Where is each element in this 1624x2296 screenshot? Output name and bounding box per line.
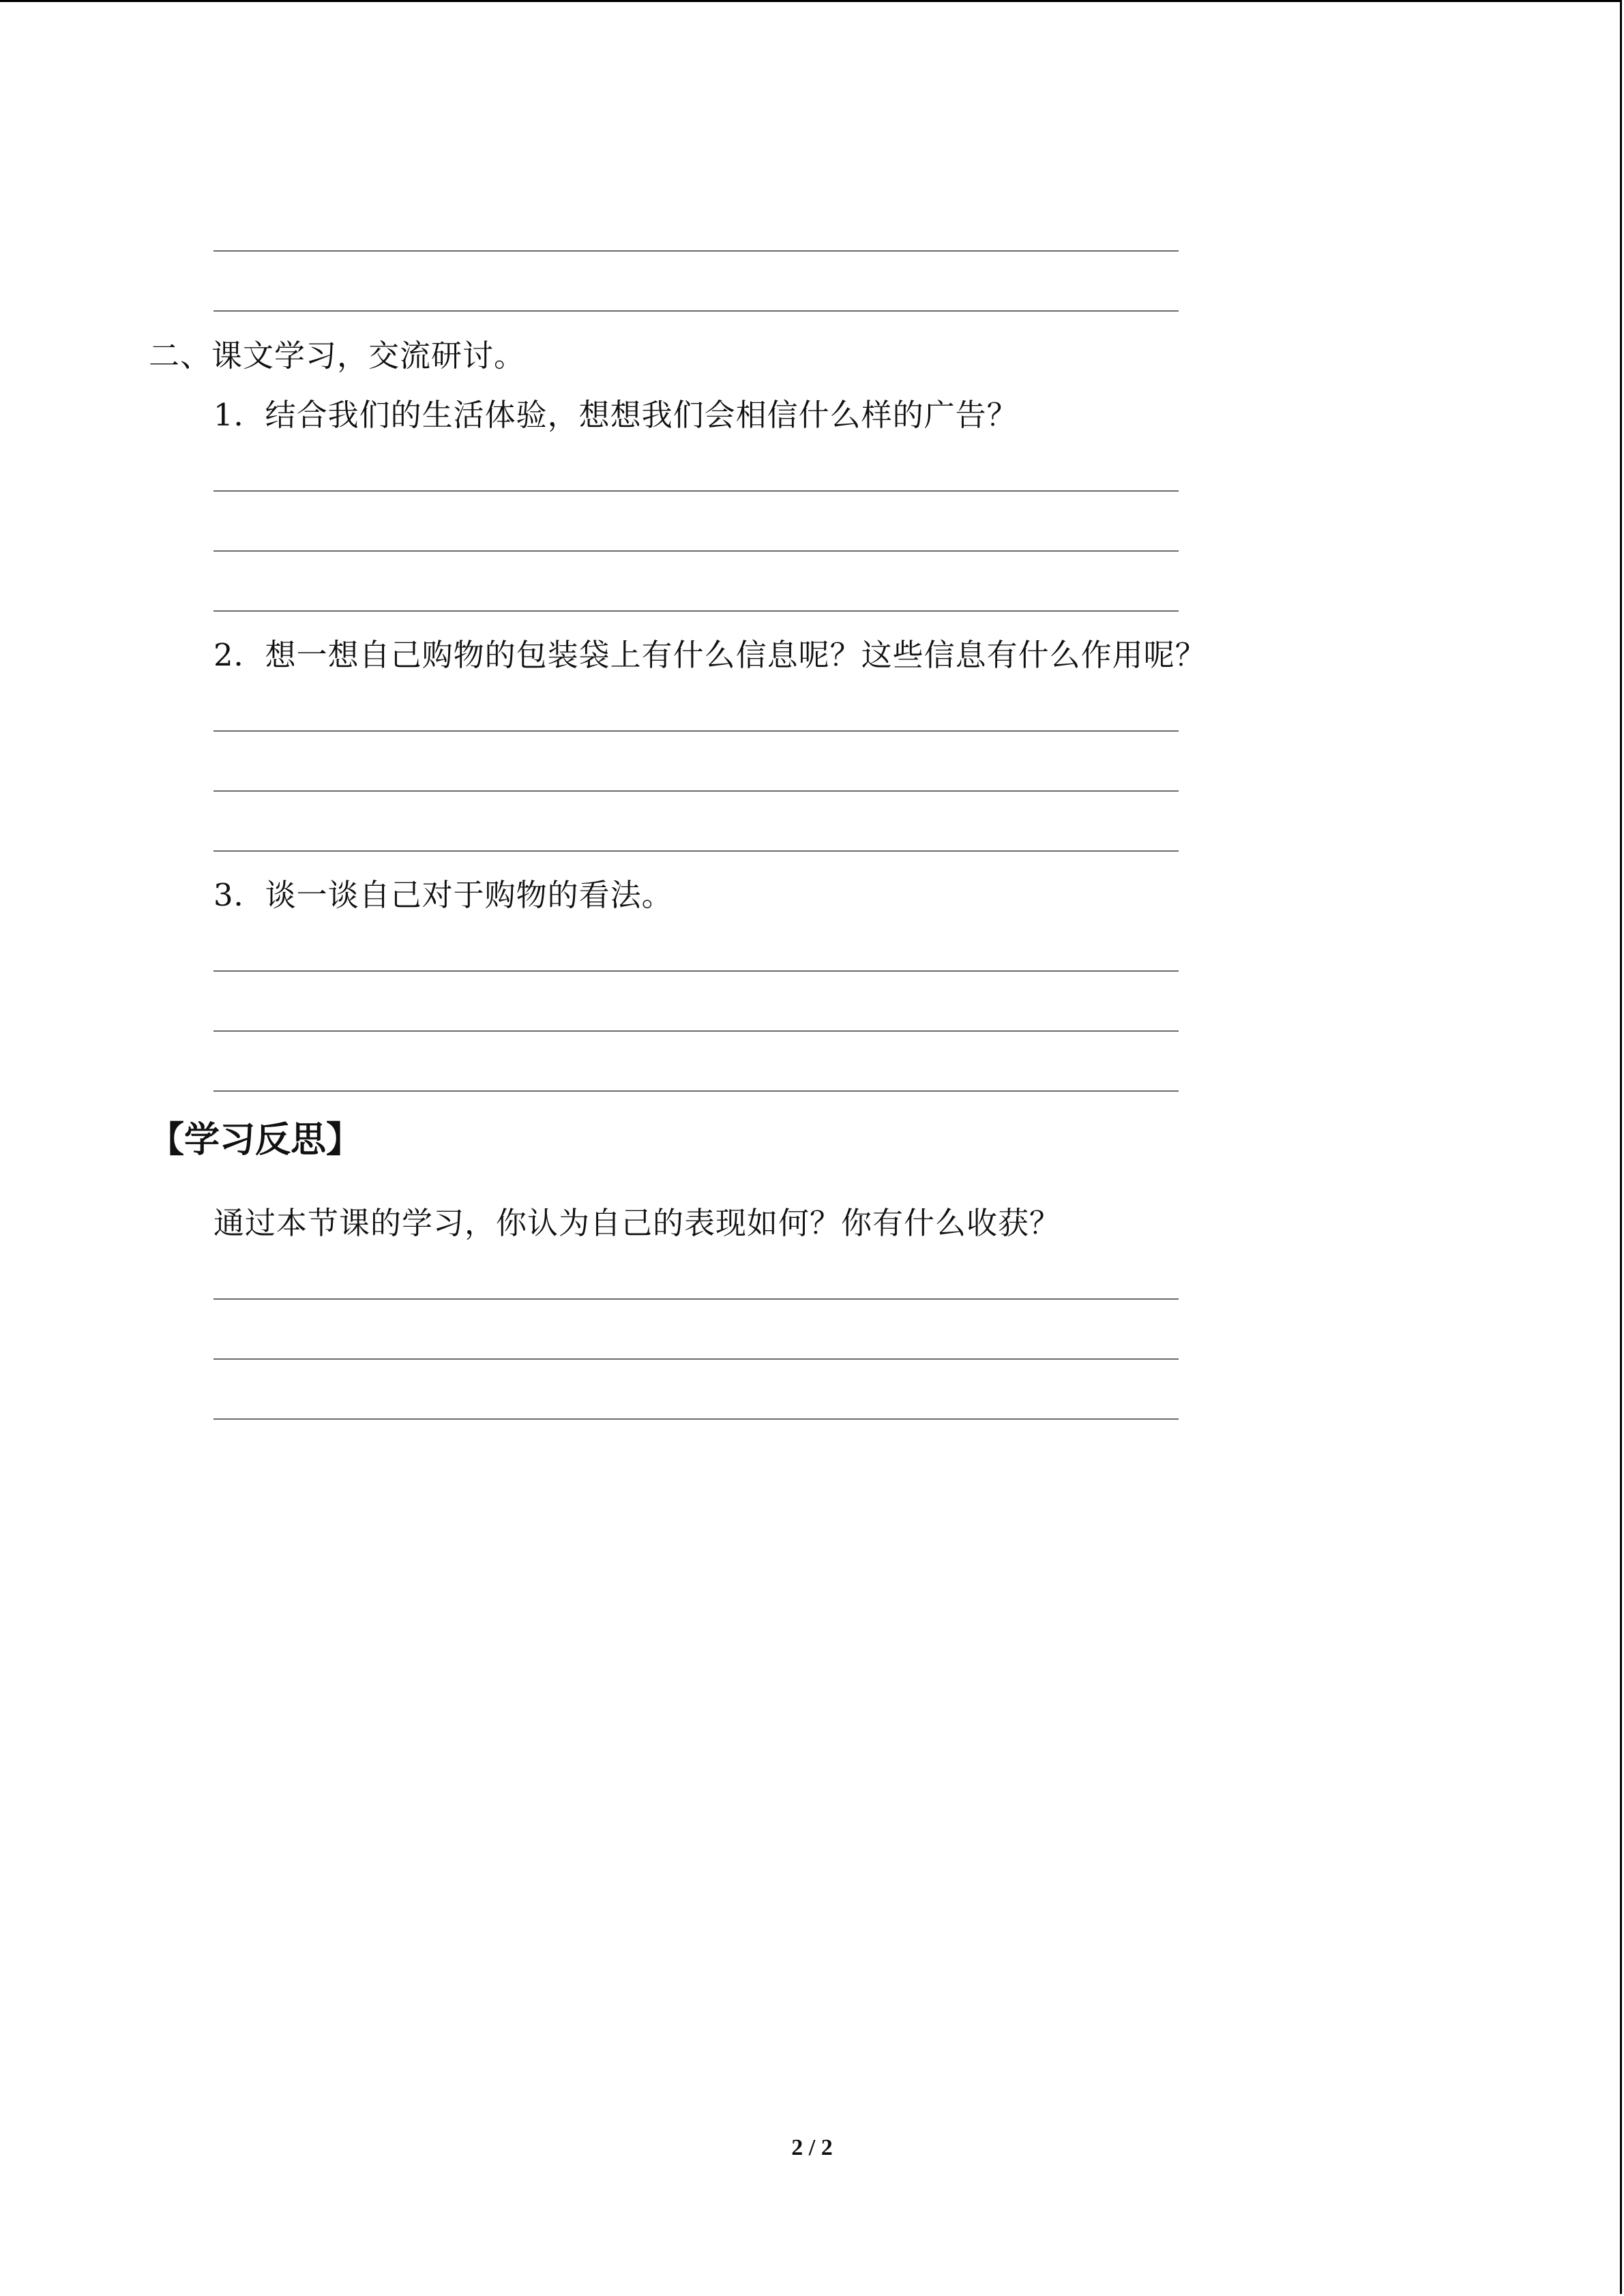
reflection-prompt: 通过本节课的学习，你认为自己的表现如何？你有什么收获？ xyxy=(213,1205,1061,1241)
question-2: 2．想一想自己购物的包装袋上有什么信息呢？这些信息有什么作用呢？ xyxy=(213,637,1207,673)
answer-line[interactable] xyxy=(213,610,1179,612)
answer-line[interactable] xyxy=(213,1090,1179,1092)
answer-line[interactable] xyxy=(213,850,1179,852)
answer-line[interactable] xyxy=(213,550,1179,552)
answer-line[interactable] xyxy=(213,790,1179,792)
answer-line[interactable] xyxy=(213,250,1179,252)
answer-line[interactable] xyxy=(213,1358,1179,1360)
section-heading: 二、课文学习，交流研讨。 xyxy=(149,338,526,374)
answer-line[interactable] xyxy=(213,1030,1179,1032)
question-1: 1．结合我们的生活体验，想想我们会相信什么样的广告？ xyxy=(213,397,1018,433)
question-3: 3．谈一谈自己对于购物的看法。 xyxy=(213,877,673,913)
answer-line[interactable] xyxy=(213,310,1179,312)
answer-line[interactable] xyxy=(213,1418,1179,1420)
answer-line[interactable] xyxy=(213,970,1179,972)
answer-line[interactable] xyxy=(213,490,1179,492)
answer-line[interactable] xyxy=(213,730,1179,732)
page-number: 2 / 2 xyxy=(791,2135,833,2160)
reflection-heading: 【学习反思】 xyxy=(149,1120,362,1161)
answer-line[interactable] xyxy=(213,1298,1179,1300)
